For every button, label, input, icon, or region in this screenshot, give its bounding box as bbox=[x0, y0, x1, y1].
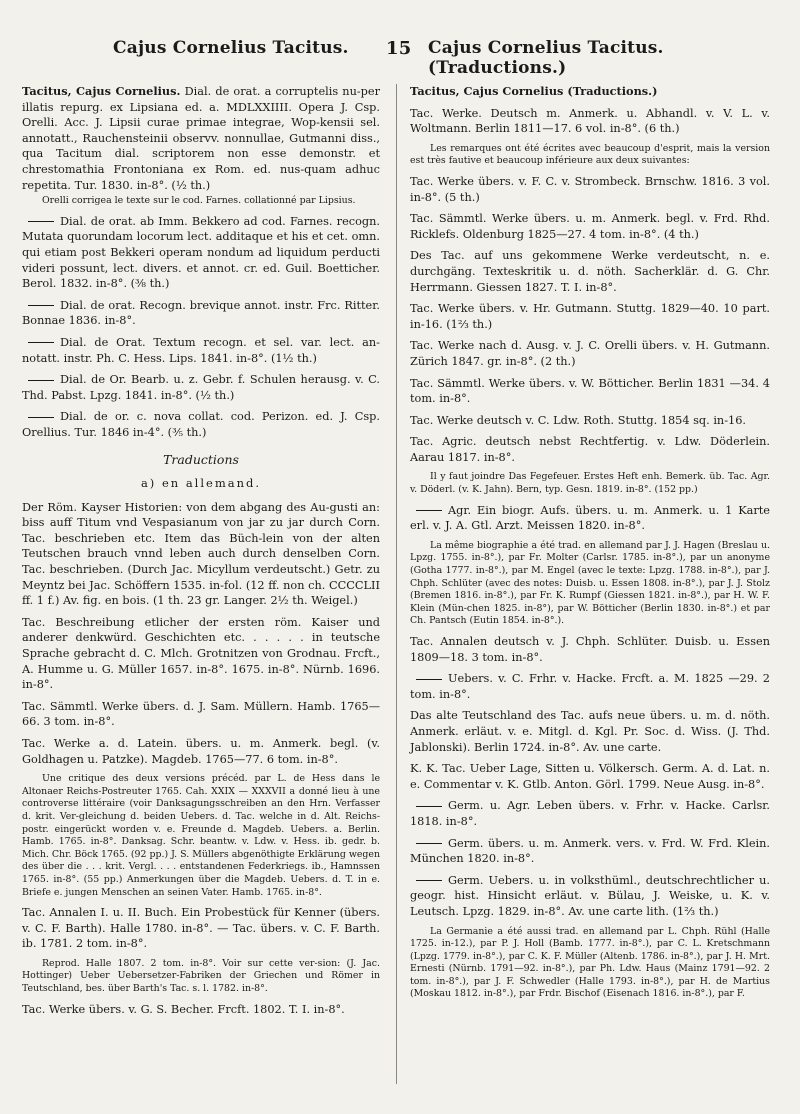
entry: Tac. Sämmtl. Werke übers. v. W. Bötticher. Berlin 1831 —34. 4 tom. in-8°. bbox=[410, 376, 770, 406]
entry bbox=[410, 503, 770, 534]
entry: Tac. Werke nach d. Ausg. v. J. C. Orelli übers. v. H. Gutmann. Zürich 1847. gr. in-8°. (2 th.) bbox=[410, 339, 770, 368]
entry bbox=[410, 836, 770, 867]
repeat-dash bbox=[28, 221, 54, 222]
entry-note: La Germanie a été aussi trad. en allemand par L. Chph. Rühl (Halle 1725. in-12.), par P. J. Holl (Bamb. 1777. in-8°.), par C. L. Kretschmann (Lpzg. 1779. in-8°.), par C. K. F. Müller (Altenb. 1786. in-8°.), par J. H. Mrt. Ernesti (Nürnb. 1791—92. in-8°.), par Ph. Ldw. Haus (Mainz 1791—92. 2 tom. in-8°.), par J. F. Schwedler (Halle 1793. in-8°.), par H. de Martius (Moskau 1812. in-8°.), par Frdr. Bischof (Eisenach 1816. in-8°.), par F. bbox=[410, 925, 770, 1000]
entry-note: Il y faut joindre Das Fegefeuer. Erstes Heft enh. Bemerk. üb. Tac. Agr. v. Döderl. (v. K. Jahn). Bern, typ. Gesn. 1819. in-8°. (152 pp.) bbox=[410, 471, 770, 496]
repeat-dash bbox=[28, 305, 54, 306]
entry-text: Germ. u. Agr. Leben übers. v. Frhr. v. Hacke. Carlsr. 1818. in-8°. bbox=[410, 799, 770, 828]
entry-text: Germ. Uebers. u. in volksthüml., deutschrechtlicher u. geogr. hist. Hinsicht erläut. v. Bülau, J. Weiske, u. K. v. Leutsch. Lpzg. 1829. in-8°. Av. une carte lith. (1⅔ th.) bbox=[410, 873, 770, 918]
entry bbox=[22, 335, 380, 366]
entry-text: Dial. de Orat. Textum recogn. et sel. var. lect. an-notatt. instr. Ph. C. Hess. Lips. 1841. in-8°. (1½ th.) bbox=[22, 335, 380, 365]
repeat-dash bbox=[416, 806, 442, 807]
repeat-dash bbox=[416, 679, 442, 680]
entry: Tac. Sämmtl. Werke übers. d. J. Sam. Müllern. Hamb. 1765—66. 3 tom. in-8°. bbox=[22, 699, 380, 729]
running-header-right: Cajus Cornelius Tacitus. (Traductions.) bbox=[428, 38, 664, 78]
column-heading: Tacitus, Cajus Cornelius (Traductions.) bbox=[410, 84, 658, 98]
entry: Tac. Werke übers. v. G. S. Becher. Frcft. 1802. T. I. in-8°. bbox=[22, 1002, 345, 1016]
repeat-dash bbox=[416, 843, 442, 844]
entry bbox=[22, 298, 380, 329]
entry-text: Uebers. v. C. Frhr. v. Hacke. Frcft. a. M. 1825 —29. 2 tom. in-8°. bbox=[410, 672, 770, 701]
entry: Tac. Werke. Deutsch m. Anmerk. u. Abhandl. v. V. L. v. Woltmann. Berlin 1811—17. 6 vol. in-8°. (6 th.) bbox=[410, 106, 770, 136]
column-divider bbox=[396, 84, 397, 1084]
entry: Tac. Werke übers. v. F. C. v. Strombeck. Brnschw. 1816. 3 vol. in-8°. (5 th.) bbox=[410, 174, 770, 204]
running-header-left: Cajus Cornelius Tacitus. bbox=[113, 38, 349, 58]
entry bbox=[410, 798, 770, 829]
entry: Tac. Beschreibung etlicher der ersten röm. Kaiser und anderer denkwürd. Geschichten etc. . . . . . in teutsche Sprache gebracht d. C. Mlch. Grotnitzen von Grodnau. Frcft., A. Humme u. G. Müller 1657. in-8°. 1675. in-8°. Nürnb. 1696. in-8°. bbox=[22, 615, 380, 692]
repeat-dash bbox=[28, 342, 54, 343]
entry: Tac. Annalen deutsch v. J. Chph. Schlüter. Duisb. u. Essen 1809—18. 3 tom. in-8°. bbox=[410, 635, 770, 664]
entry: Tac. Annalen I. u. II. Buch. Ein Probestück für Kenner (übers. v. C. F. Barth). Halle 1780. in-8°. — Tac. übers. v. C. F. Barth. ib. 1781. 2 tom. in-8°. bbox=[22, 906, 380, 951]
entry: Der Röm. Kayser Historien: von dem abgang des Au-gusti an: biss auff Titum vnd Vespasianum von jar zu jar durch Corn. Tac. beschrieben etc. Item das Büch-lein von der alten Teutschen brauch vnnd leben auch durch denselben Corn. Tac. beschrieben. (Durch Jac. Micyllum verdeutscht.) Getr. zu Meyntz bei Jac. Schöffern 1535. in-fol. (12 ff. non ch. CCCCLII ff. 1 f.) Av. fig. en bois. (1 th. 23 gr. Langer. 2½ th. Weigel.) bbox=[22, 500, 380, 608]
repeat-dash bbox=[28, 380, 54, 381]
entry-text: Dial. de orat. ab Imm. Bekkero ad cod. Farnes. recogn. Mutata quorundam locorum lect. additaque et his et cet. omn. qui etiam post Bekkeri operam nondum ad liquidum perducti videri possunt, lect. divers. et annot. cr. ed. Guil. Boetticher. Berol. 1832. in-8°. (⅜ th.) bbox=[22, 214, 380, 291]
entry: K. K. Tac. Ueber Lage, Sitten u. Völkersch. Germ. A. d. Lat. n. e. Commentar v. K. Gtlb. Anton. Görl. 1799. Neue Ausg. in-8°. bbox=[410, 762, 770, 791]
entry-note: Les remarques ont été écrites avec beaucoup d'esprit, mais la version est très fautive et beaucoup inférieure aux deux suivantes: bbox=[410, 142, 770, 167]
entry-text: Dial. de Or. Bearb. u. z. Gebr. f. Schulen herausg. v. C. Thd. Pabst. Lpzg. 1841. in-8°. (½ th.) bbox=[22, 373, 380, 402]
entry-note: Reprod. Halle 1807. 2 tom. in-8°. Voir sur cette ver-sion: (J. Jac. Hottinger) Ueber Uebersetzer-Fabriken der Griechen und Römer in Teutschland, bes. über Barth's Tac. s. l. 1782. in-8°. bbox=[22, 957, 380, 995]
entry bbox=[22, 372, 380, 403]
subsection-title: a) en allemand. bbox=[140, 476, 262, 491]
entry: Tac. Werke übers. v. Hr. Gutmann. Stuttg. 1829—40. 10 part. in-16. (1⅔ th.) bbox=[410, 302, 770, 331]
entry-text: Germ. übers. u. m. Anmerk. vers. v. Frd. W. Frd. Klein. München 1820. in-8°. bbox=[410, 836, 770, 866]
entry bbox=[22, 84, 380, 193]
entry: Das alte Teutschland des Tac. aufs neue übers. u. m. d. nöth. Anmerk. erläut. v. e. Mitgl. d. Kgl. Pr. Soc. d. Wiss. (J. Thd. Jablonski). Berlin 1724. in-8°. Av. une carte. bbox=[410, 709, 770, 754]
entry bbox=[22, 214, 380, 292]
left-column bbox=[22, 84, 380, 1023]
right-column bbox=[410, 84, 770, 1007]
entry-note: Une critique des deux versions précéd. par L. de Hess dans le Altonaer Reichs-Postreuter 1765. Cah. XXIX — XXXVII a donné lieu à une controverse littéraire (voir Danksagungsschreiben an den Hrn. Verfasser d. krit. Ver-gleichung d. beiden Uebers. d. Tac. welche in d. Alt. Reichs-postr. eingerückt worden v. e. Freunde d. Magdeb. Uebers. a. Berlin. Hamb. 1765. in-8°. Danksag. Schr. beantw. v. Ldw. v. Hess. ib. gedr. b. Mich. Chr. Böck 1765. (92 pp.) J. S. Müllers abgenöthigte Erklärung wegen des über die . . . krit. Vergl. . . . entstandenen Federkriegs. ib., Hamnssen 1765. in-8°. (55 pp.) Anmerkungen über die Magdeb. Uebers. d. T. in e. Briefe e. jungen Menschen an seinen Vater. Hamb. 1765. in-8°. bbox=[22, 773, 380, 898]
entry-heading: Tacitus, Cajus Cornelius. bbox=[22, 84, 181, 98]
entry-note: Orelli corrigea le texte sur le cod. Farnes. collationné par Lipsius. bbox=[42, 195, 356, 207]
entry: Tac. Sämmtl. Werke übers. u. m. Anmerk. begl. v. Frd. Rhd. Ricklefs. Oldenburg 1825—27. 4 tom. in-8°. (4 th.) bbox=[410, 212, 770, 241]
entry-text: Agr. Ein biogr. Aufs. übers. u. m. Anmerk. u. 1 Karte erl. v. J. A. Gtl. Arzt. Meissen 1820. in-8°. bbox=[410, 503, 770, 533]
repeat-dash bbox=[416, 510, 442, 511]
repeat-dash bbox=[416, 880, 442, 881]
entry-text: Dial. de orat. a corruptelis nu-per illatis repurg. ex Lipsiana ed. a. MDLXXIIII. Opera J. Csp. Orelli. Acc. J. Lipsii curae primae integrae, Wop-kensii sel. annotatt., Rauchensteinii observv. nonnullae, Gutmanni diss., qua Tacitum dial. scriptorem non esse demonstr. et chrestomathia Frontoniana ex Rom. ed. nus-quam adhuc repetita. Tur. 1830. in-8°. (½ th.) bbox=[22, 85, 380, 192]
entry: Tac. Werke deutsch v. C. Ldw. Roth. Stuttg. 1854 sq. in-16. bbox=[410, 413, 746, 427]
entry bbox=[22, 409, 380, 440]
entry bbox=[410, 873, 770, 920]
entry: Tac. Werke a. d. Latein. übers. u. m. Anmerk. begl. (v. Goldhagen u. Patzke). Magdeb. 1765—77. 6 tom. in-8°. bbox=[22, 736, 380, 766]
section-title: Traductions bbox=[163, 452, 239, 468]
entry bbox=[410, 671, 770, 702]
entry: Des Tac. auf uns gekommene Werke verdeutscht, n. e. durchgäng. Texteskritik u. d. nöth. Sacherklär. d. G. Chr. Herrmann. Giessen 1827. T. I. in-8°. bbox=[410, 249, 770, 294]
entry-text: Dial. de orat. Recogn. brevique annot. instr. Frc. Ritter. Bonnae 1836. in-8°. bbox=[22, 298, 380, 328]
entry-text: Dial. de or. c. nova collat. cod. Perizon. ed. J. Csp. Orellius. Tur. 1846 in-4°. (⅗ th.) bbox=[22, 410, 380, 439]
entry-note: La même biographie a été trad. en allemand par J. J. Hagen (Breslau u. Lpzg. 1755. in-8°.), par Fr. Molter (Carlsr. 1785. in-8°.), par un anonyme (Gotha 1777. in-8°.), par M. Engel (avec le texte: Lpzg. 1788. in-8°.), par J. Chph. Schlüter (avec des notes: Duisb. u. Essen 1808. in-8°.), par J. J. Stolz (Bremen 1816. in-8°.), par Fr. K. Rumpf (Giessen 1821. in-8°.), par H. W. F. Klein (Mün-chen 1825. in-8°), par W. Bötticher (Berlin 1830. in-8°.) et par Ch. Pantsch (Eutin 1854. in-8°.). bbox=[410, 539, 770, 627]
page-number: 15 bbox=[386, 38, 412, 59]
repeat-dash bbox=[28, 417, 54, 418]
entry: Tac. Agric. deutsch nebst Rechtfertig. v. Ldw. Döderlein. Aarau 1817. in-8°. bbox=[410, 435, 770, 464]
